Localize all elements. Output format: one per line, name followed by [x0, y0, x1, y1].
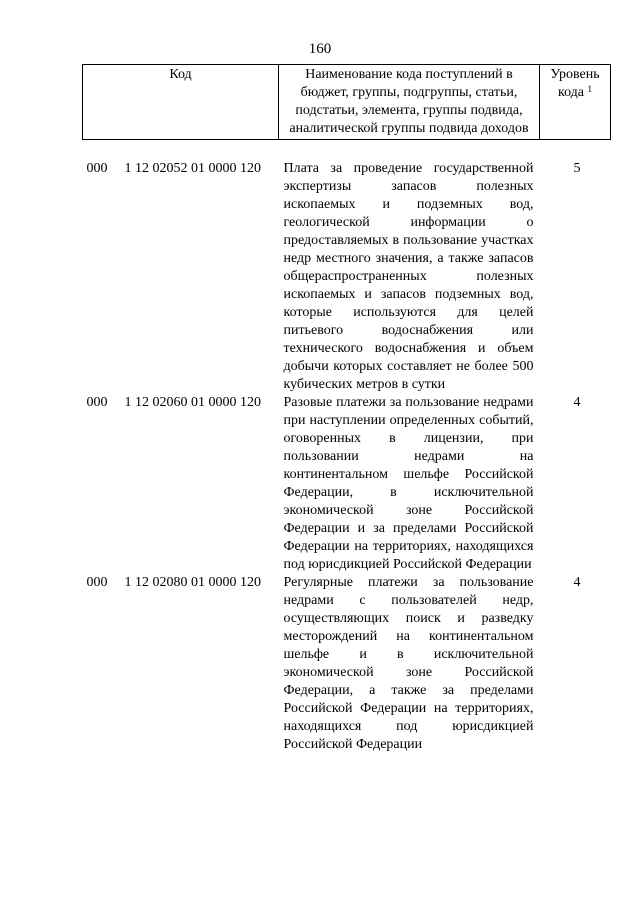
- revenue-code-cell: 1 12 02060 01 0000 120: [124, 395, 261, 410]
- spacer-cell: [83, 140, 611, 161]
- admin-code-cell: 000: [86, 395, 108, 410]
- table-row: [83, 574, 611, 754]
- code-level-cell: 4: [573, 575, 581, 590]
- code-level-cell: 5: [573, 161, 581, 176]
- table-row: [83, 160, 611, 394]
- revenue-code-cell: 1 12 02052 01 0000 120: [124, 161, 261, 176]
- table-spacer: [83, 140, 611, 161]
- header-level-label: Уровень кода: [550, 67, 600, 100]
- table-body: [83, 140, 611, 755]
- header-name: Наименование кода поступлений в бюджет, группы, подгруппы, статьи, подстатьи, элемента, группы подвида, аналитической группы подвида доходов: [279, 65, 540, 140]
- revenue-name-cell: Разовые платежи за пользование недрами при наступлении определенных событий, оговоренных в лицензии, при пользовании недрами на континентальном шельфе Российской Федерации, в исключительной экономической зоне Российской Федерации и за пределами Российской Федерации на территориях, находящихся под юрисдикцией Российской Федерации: [283, 395, 534, 572]
- admin-code-cell: 000: [86, 575, 108, 590]
- revenue-name-cell: Плата за проведение государственной экспертизы запасов полезных ископаемых и подземных вод, геологической информации о предоставляемых в пользование участках недр местного значения, а также запасов общераспространенных полезных ископаемых и запасов подземных вод, которые используются для целей питьевого водоснабжения или технического водоснабжения и объем добычи которых составляет не более 500 кубических метров в сутки: [283, 161, 534, 392]
- header-level-footnote: 1: [587, 84, 593, 94]
- header-row: [83, 65, 611, 140]
- table-header: [83, 65, 611, 140]
- admin-code-cell: 000: [86, 161, 108, 176]
- code-level-cell: 4: [573, 395, 581, 410]
- revenue-code-cell: 1 12 02080 01 0000 120: [124, 575, 261, 590]
- header-level: [540, 65, 611, 140]
- page-number: 160: [308, 41, 332, 57]
- revenue-name-cell: Регулярные платежи за пользование недрами с пользователей недр, осуществляющих поиск и разведку месторождений на континентальном шельфе и в исключительной экономической зоне Российской Федерации, а также за пределами Российской Федерации на территориях, находящихся под юрисдикцией Российской Федерации: [283, 575, 534, 752]
- header-code: Код: [83, 65, 279, 140]
- revenue-codes-table: [82, 64, 611, 754]
- table-row: [83, 394, 611, 574]
